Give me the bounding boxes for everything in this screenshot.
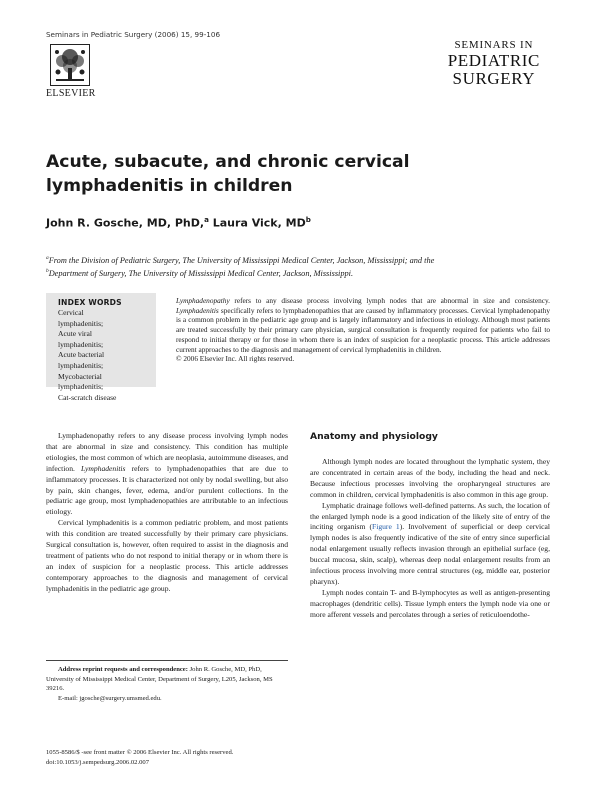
affiliations (46, 253, 550, 280)
index-word: lymphadenitis; (58, 318, 104, 328)
section-heading: Anatomy and physiology (310, 431, 438, 442)
author-affiliation-marker: b (305, 215, 311, 224)
abstract-text: Lymphadenopathy refers to any disease process involving lymph nodes that are abnormal in size and consistency. Lymphadenitis specifically refers to lymphadenopathies that are caused by inflammatory processes. Cervical lymphadenopathy is a common problem in the pediatric age group and is largely inflammatory and infectious in etiology. Although most patients are treated successfully by their primary care physician, surgical consultation is frequently required for patients who fail to respond to initial therapy or for those in whom there is an index of suspicion for a neoplastic process. This article addresses current approaches to the diagnosis and management of cervical lymphadenitis in children. (176, 296, 550, 354)
body-paragraph: Lymph nodes contain T- and B-lymphocytes as well as antigen-presenting macrophages (dendritic cells). Tissue lymph enters the lymph node via one or more afferent vessels and percolates through a series of reticuloendothe- (310, 587, 550, 619)
journal-name-line2: PEDIATRIC (447, 51, 540, 70)
figure-link[interactable]: Figure 1 (372, 522, 400, 532)
running-header: Seminars in Pediatric Surgery (2006) 15, 99-106 (46, 30, 221, 39)
author-name: John R. Gosche, MD, PhD, (46, 216, 205, 230)
body-paragraph: Cervical lymphadenitis is a common pediatric problem, and most patients with this condition are treated successfully by their primary care physicians. Surgical consultation is, however, often required to assist in the diagnosis and treatment of patients who do not respond to initial therapy or in whom there is an index of suspicion for a neoplastic process. This article addresses contemporary approaches to the diagnosis and management of cervical lymphadenitis in the pediatric age group. (46, 518, 288, 593)
body-column-right (310, 457, 550, 621)
index-word: lymphadenitis; (58, 339, 104, 349)
index-words-box (46, 293, 156, 402)
affiliation: $^b$Department of Surgery, The University of Mississippi Medical Center, Jackson, Mississippi. (46, 268, 354, 279)
page-footer (46, 748, 233, 767)
index-word: Acute bacterial (58, 350, 105, 360)
doi-line[interactable]: doi:10.1053/j.sempedsurg.2006.02.007 (46, 758, 149, 766)
affiliation: $^a$From the Division of Pediatric Surgery, The University of Mississippi Medical Center, Jackson, Mississippi; and the (46, 255, 435, 265)
article-title: Acute, subacute, and chronic cervical lymphadenitis in children (46, 152, 410, 196)
elsevier-wordmark: ELSEVIER (46, 88, 96, 99)
journal-name-line3: SURGERY (452, 69, 536, 88)
author-affiliation-marker: a (204, 215, 209, 224)
elsevier-logo (46, 44, 104, 99)
index-word: lymphadenitis; (58, 360, 104, 370)
journal-logo (448, 40, 540, 87)
abstract (176, 296, 550, 364)
index-words-list (58, 308, 156, 403)
body-paragraph: Although lymph nodes are located throughout the lymphatic system, they are concentrated in certain areas of the body, including the head and neck. Because infectious processes involving the oropharyngeal structures are common in children, cervical lymphadenitis is also common in this age group. (310, 457, 550, 499)
journal-name-line1: SEMINARS IN (454, 39, 534, 51)
body-paragraph: Lymphatic drainage follows well-defined patterns. As such, the location of the enlarged lymph node is a good indication of the likely site of entry of the inciting organism (Figure 1). Involvement of superficial or deep cervical lymph nodes is also frequently indicative of the site of entry since superficial nodal enlargement usually reflects invasion through an epithelial surface (eg, buccal mucosa, skin, scalp), whereas deep nodal enlargement results from an infectious process involving more central structures (eg, middle ear, posterior pharynx). (310, 500, 550, 586)
index-word: Mycobacterial (58, 371, 102, 381)
correspondence-email[interactable]: E-mail: jgosche@surgery.umsmed.edu. (58, 695, 162, 703)
issn-line: 1055-8586/$ -see front matter © 2006 Elsevier Inc. All rights reserved. (46, 749, 234, 756)
index-word: Cat-scratch disease (58, 392, 117, 402)
body-column-left (46, 431, 288, 595)
abstract-term: Lymphadenopathy (176, 296, 230, 305)
index-word: Acute viral (58, 329, 92, 339)
elsevier-tree-icon (50, 44, 90, 86)
author-name: Laura Vick, MD (212, 216, 306, 230)
correspondence-address: Address reprint requests and correspondence: John R. Gosche, MD, PhD, University of Mississippi Medical Center, Department of Surgery, L205, Jackson, MS 39216. (46, 666, 273, 693)
author-list (46, 215, 311, 230)
correspondence-note (46, 660, 288, 704)
index-word: Cervical (58, 308, 84, 317)
body-paragraph: Lymphadenopathy refers to any disease process involving lymph nodes that are abnormal in size and consistency. This condition has multiple etiologies, the most common of which are neoplasia, autoimmune diseases, and infection. Lymphadenitis refers to lymphadenopathies that are due to inflammatory processes. It is characterized not only by nodal swelling, but also by pain, skin changes, fever, edema, and/or purulent collections. In the pediatric age group, most lymphadenopathies are attributable to an infectious etiology. (46, 431, 288, 517)
abstract-copyright: © 2006 Elsevier Inc. All rights reserved. (176, 354, 295, 364)
abstract-term: Lymphadenitis (176, 305, 219, 315)
index-words-heading: INDEX WORDS (58, 298, 122, 307)
index-word: lymphadenitis; (58, 382, 104, 392)
